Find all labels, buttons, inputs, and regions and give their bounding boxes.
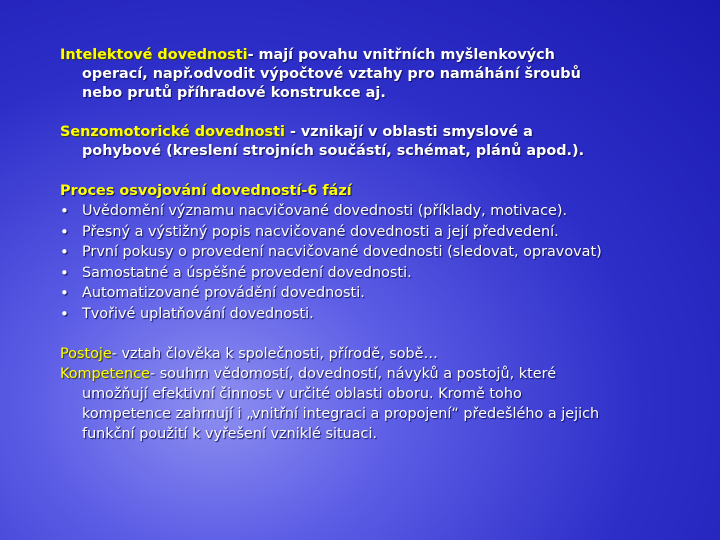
- sensorimotor-skills-term: Senzomotorické dovednosti: [60, 124, 285, 140]
- list-item: [60, 201, 653, 222]
- sensorimotor-skills-line1: - vznikají v oblasti smyslové a: [284, 124, 533, 140]
- attitude-term: Postoje: [60, 346, 112, 362]
- bullet-icon: •: [60, 243, 69, 261]
- list-item: [60, 304, 653, 325]
- attitude-paragraph: [60, 344, 653, 364]
- competence-term: Kompetence: [60, 366, 150, 382]
- list-item: [60, 263, 653, 284]
- spacer: [60, 161, 653, 181]
- list-item-text: Přesný a výstižný popis nacvičované dovednosti a její předvedení.: [82, 223, 559, 240]
- spacer: [60, 324, 653, 344]
- intellectual-skills-term: Intelektové dovednosti: [60, 47, 248, 63]
- process-heading: Proces osvojování dovedností-6 fází: [60, 183, 352, 199]
- list-item: [60, 283, 653, 304]
- bullet-icon: •: [60, 222, 69, 241]
- list-item: [60, 222, 653, 243]
- intellectual-skills-line1: - mají povahu vnitřních myšlenkových: [247, 47, 555, 63]
- bullet-icon: •: [60, 284, 69, 302]
- list-item: [60, 242, 653, 263]
- process-steps-list: [60, 201, 653, 324]
- list-item-text: První pokusy o provedení nacvičované dovednosti (sledovat, opravovat): [82, 244, 602, 260]
- competence-line3: kompetence zahrnují i „vnitřní integraci a propojení“ předešlého a jejich: [82, 406, 600, 422]
- attitude-text: - vztah člověka k společnosti, přírodě, sobě…: [111, 346, 438, 362]
- intellectual-skills-paragraph: [60, 46, 653, 103]
- competence-line4: funkční použití k vyřešení vzniklé situaci.: [82, 426, 378, 442]
- bullet-icon: •: [60, 263, 69, 282]
- list-item-text: Uvědomění významu nacvičované dovednosti (příklady, motivace).: [82, 203, 568, 219]
- list-item-text: Samostatné a úspěšné provedení dovednosti.: [82, 264, 412, 281]
- list-item-text: Tvořivé uplatňování dovednosti.: [82, 305, 314, 322]
- intellectual-skills-line2: operací, např.odvodit výpočtové vztahy pro namáhání šroubů: [82, 66, 581, 82]
- competence-line2: umožňují efektivní činnost v určité oblasti oboru. Kromě toho: [82, 386, 522, 402]
- bullet-icon: •: [60, 304, 69, 323]
- slide-content: [60, 46, 653, 444]
- list-item-text: Automatizované provádění dovednosti.: [82, 285, 365, 301]
- sensorimotor-skills-line2: pohybové (kreslení strojních součástí, schémat, plánů apod.).: [82, 143, 585, 159]
- competence-line1: - souhrn vědomostí, dovedností, návyků a postojů, které: [149, 366, 557, 382]
- spacer: [60, 103, 653, 123]
- sensorimotor-skills-paragraph: [60, 123, 653, 161]
- bullet-icon: •: [60, 202, 69, 220]
- competence-paragraph: [60, 364, 653, 444]
- intellectual-skills-line3: nebo prutů příhradové konstrukce aj.: [82, 85, 386, 101]
